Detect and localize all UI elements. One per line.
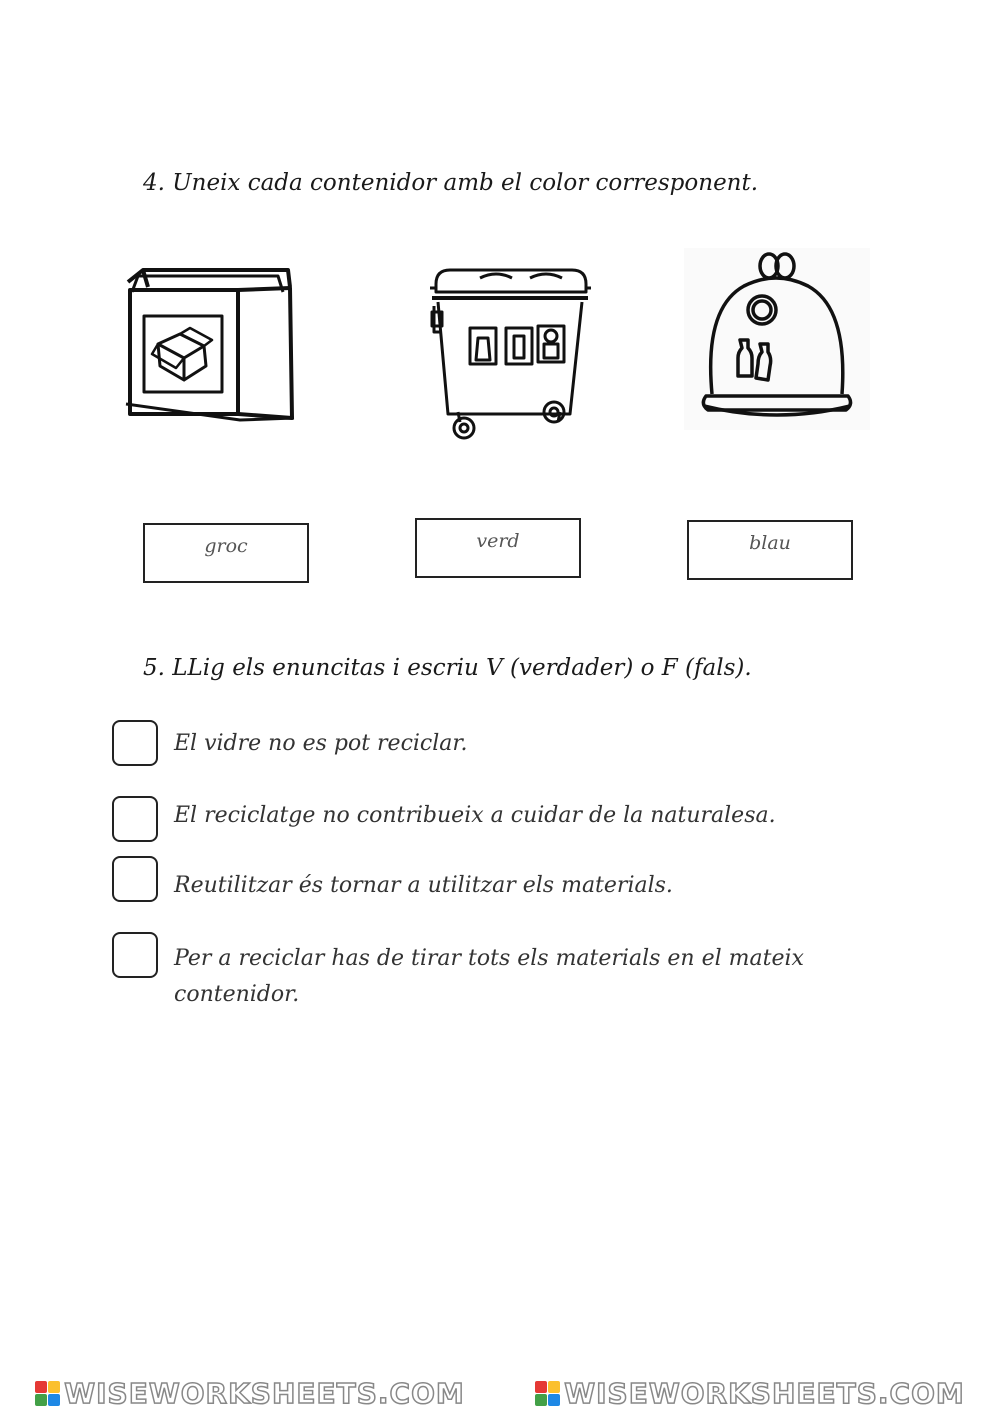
color-box-blau[interactable]	[687, 520, 853, 580]
answer-box-3[interactable]	[112, 856, 158, 902]
cardboard-container-illustration	[118, 262, 303, 424]
watermark-text: WISEWORKSHEETS.COM	[64, 1377, 465, 1410]
answer-box-2[interactable]	[112, 796, 158, 842]
answer-box-1[interactable]	[112, 720, 158, 766]
glass-igloo-container-illustration	[684, 248, 870, 430]
color-label-groc: groc	[204, 535, 248, 557]
watermark-mark	[35, 1377, 465, 1410]
wiseworksheets-logo	[35, 1381, 60, 1406]
wiseworksheets-logo	[535, 1381, 560, 1406]
color-label-verd: verd	[476, 530, 520, 552]
watermark-footer	[0, 1374, 1000, 1413]
color-box-verd[interactable]	[415, 518, 581, 578]
question-4-heading: 4. Uneix cada contenidor amb el color corresponent.	[143, 170, 759, 196]
color-box-groc[interactable]	[143, 523, 309, 583]
plastic-wheelie-bin-illustration	[426, 262, 591, 442]
watermark-mark	[535, 1377, 965, 1410]
statement-2: El reciclatge no contribueix a cuidar de la naturalesa.	[174, 803, 776, 828]
answer-box-4[interactable]	[112, 932, 158, 978]
statement-4: Per a reciclar has de tirar tots els materials en el mateix contenidor.	[174, 946, 804, 1007]
question-5-heading: 5. LLig els enuncitas i escriu V (verdader) o F (fals).	[143, 655, 752, 681]
statement-1: El vidre no es pot reciclar.	[174, 731, 468, 756]
color-label-blau: blau	[749, 532, 791, 554]
watermark-text: WISEWORKSHEETS.COM	[564, 1377, 965, 1410]
statement-3: Reutilitzar és tornar a utilitzar els materials.	[174, 873, 673, 898]
